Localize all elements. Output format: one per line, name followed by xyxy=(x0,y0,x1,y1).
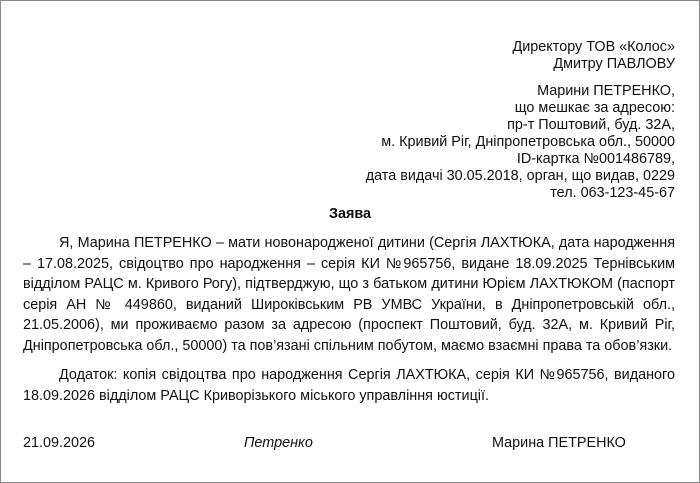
sender-line: дата видачі 30.05.2018, орган, що видав, 0229 xyxy=(365,168,675,184)
signature-date: 21.09.2026 xyxy=(23,435,96,451)
sender-line: ID-картка №001486789, xyxy=(516,151,675,167)
spacer xyxy=(366,73,675,83)
document-title: Заява xyxy=(328,206,372,222)
handwritten-signature: Петренко xyxy=(244,435,313,451)
addressee-block xyxy=(366,39,675,202)
sender-line: що мешкає за адресою: xyxy=(514,100,675,116)
recipient-line: Директору ТОВ «Колос» xyxy=(512,39,675,55)
recipient-line: Дмитру ПАВЛОВУ xyxy=(553,56,675,72)
attachment-paragraph: Додаток: копія свідоцтва про народження Сергія ЛАХТЮКА, серія КИ №965756, виданого 18.09.2026 відділом РАЦС Криворізького міського управління юстиції. xyxy=(23,367,675,404)
sender-line: Марини ПЕТРЕНКО, xyxy=(537,83,675,99)
sender-line: м. Кривий Ріг, Дніпропетровська обл., 50000 xyxy=(381,134,675,150)
signature-row xyxy=(1,433,699,453)
sender-line: тел. 063-123-45-67 xyxy=(550,185,675,201)
document-body xyxy=(23,233,675,406)
body-paragraph: Я, Марина ПЕТРЕНКО – мати новонародженої дитини (Сергія ЛАХТЮКА, дата народження – 17.08.2025, свідоцтво про народження – серія КИ №965756, видане 18.09.2025 Тернівським відділом РАЦС м. Кривого Рогу), підтверджую, що з батьком дитини Юрієм ЛАХТЮКОМ (паспорт серія АН № 449860, виданий Широківським РВ УМВС України, в Дніпропетровській обл., 21.05.2006), ми проживаємо разом за адресою (проспект Поштовий, буд. 32А, м. Кривий Ріг, Дніпропетровська обл., 50000) та пов’язані спільним побутом, маємо взаємні права та обов’язки. xyxy=(23,235,675,354)
signer-name: Марина ПЕТРЕНКО xyxy=(492,435,626,451)
sender-line: пр-т Поштовий, буд. 32А, xyxy=(507,117,675,133)
